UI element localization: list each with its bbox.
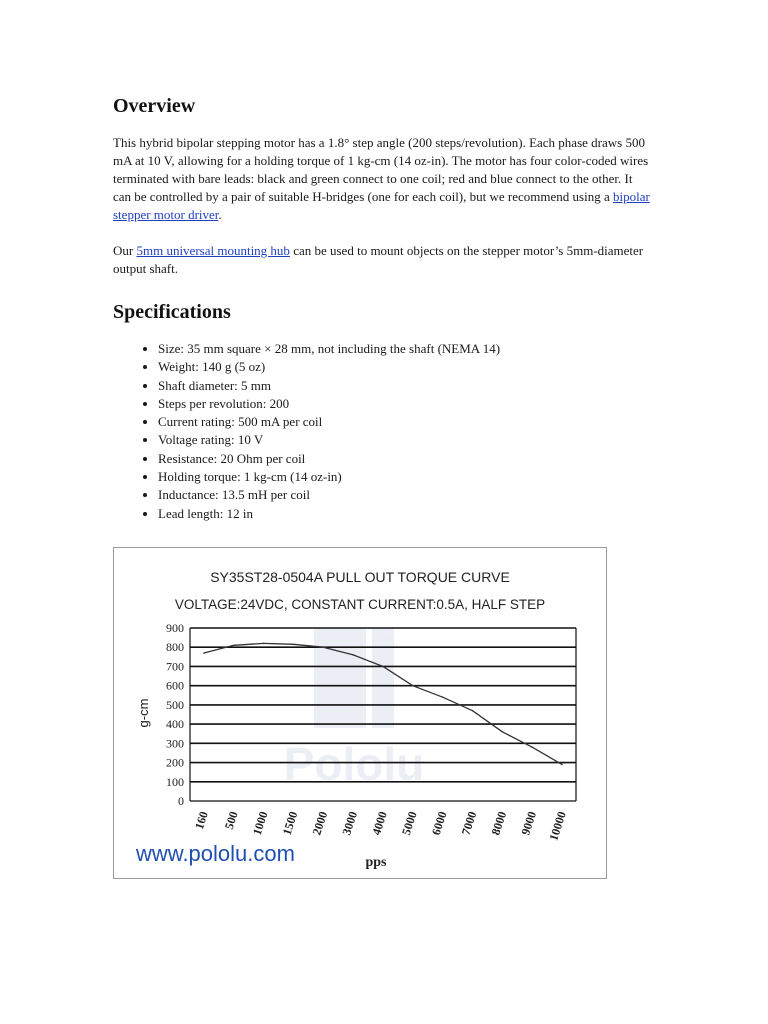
y-tick-label: 300 <box>166 736 184 751</box>
torque-data-point <box>293 644 295 646</box>
specifications-list <box>113 340 653 523</box>
x-tick-label: 7000 <box>458 809 480 837</box>
y-tick-labels <box>166 621 184 808</box>
y-tick-label: 700 <box>166 659 184 674</box>
mounting-hub-link[interactable]: 5mm universal mounting hub <box>136 243 290 258</box>
pololu-url: www.pololu.com <box>136 841 295 866</box>
torque-data-point <box>561 764 563 766</box>
document-body <box>113 92 653 523</box>
x-axis-label: pps <box>365 855 387 870</box>
spec-item: • Resistance: 20 Ohm per coil <box>158 450 653 468</box>
y-axis-label: g-cm <box>136 698 151 728</box>
spec-item: • Current rating: 500 mA per coil <box>158 413 653 431</box>
y-tick-label: 500 <box>166 697 184 712</box>
y-tick-label: 100 <box>166 774 184 789</box>
torque-data-point <box>502 731 504 733</box>
torque-data-point <box>323 646 325 648</box>
overview-paragraph <box>113 134 653 224</box>
spec-item: • Weight: 140 g (5 oz) <box>158 358 653 376</box>
torque-data-point <box>263 643 265 645</box>
x-tick-label: 10000 <box>546 809 569 843</box>
x-tick-label: 3000 <box>339 809 361 837</box>
torque-data-point <box>472 710 474 712</box>
y-tick-label: 400 <box>166 717 184 732</box>
chart-title: SY35ST28-0504A PULL OUT TORQUE CURVE <box>210 569 510 585</box>
y-tick-label: 900 <box>166 621 184 635</box>
y-tick-label: 600 <box>166 678 184 693</box>
x-tick-label: 160 <box>191 809 211 832</box>
x-tick-label: 4000 <box>369 809 390 837</box>
spec-item: • Voltage rating: 10 V <box>158 431 653 449</box>
y-tick-label: 800 <box>166 640 184 655</box>
torque-data-point <box>382 666 384 668</box>
spec-item: • Holding torque: 1 kg-cm (14 oz-in) <box>158 468 653 486</box>
spec-item: • Lead length: 12 in <box>158 505 653 523</box>
spec-item: • Size: 35 mm square × 28 mm, not including the shaft (NEMA 14) <box>158 340 653 358</box>
pololu-watermark <box>284 628 425 790</box>
mounting-hub-paragraph <box>113 242 653 278</box>
watermark-brand: Pololu <box>283 738 425 790</box>
y-tick-label: 200 <box>166 755 184 770</box>
x-tick-label: 1000 <box>249 809 271 837</box>
x-tick-label: 6000 <box>428 809 450 837</box>
x-tick-label: 9000 <box>518 809 540 837</box>
spec-item: • Steps per revolution: 200 <box>158 395 653 413</box>
y-tick-label: 0 <box>178 794 184 808</box>
x-tick-labels <box>192 810 569 843</box>
torque-curve-figure <box>113 547 607 879</box>
watermark-mark <box>372 628 394 728</box>
specifications-heading: Specifications <box>113 301 231 323</box>
chart-subtitle: VOLTAGE:24VDC, CONSTANT CURRENT:0.5A, HALF STEP <box>174 597 546 612</box>
paragraph-text: . <box>218 207 222 222</box>
torque-data-point <box>531 746 533 748</box>
torque-data-point <box>352 654 354 656</box>
spec-item: • Inductance: 13.5 mH per coil <box>158 486 653 504</box>
paragraph-text: can be used to mount objects on the stepper motor’s 5mm-diameter output shaft. <box>113 243 644 276</box>
torque-data-point <box>203 652 205 654</box>
x-tick-label: 5000 <box>398 809 420 837</box>
torque-data-point <box>412 685 414 687</box>
x-tick-label: 2000 <box>309 809 331 837</box>
spec-item: • Shaft diameter: 5 mm <box>158 377 653 395</box>
x-tick-label: 1500 <box>279 809 301 837</box>
x-tick-label: 8000 <box>488 809 510 837</box>
torque-curve-chart <box>114 548 606 878</box>
x-tick-label: 500 <box>221 809 241 832</box>
torque-data-point <box>442 696 444 698</box>
paragraph-text: This hybrid bipolar stepping motor has a 1.8° step angle (200 steps/revolution). Each phase draws 500 mA at 10 V, allowing for a holding torque of 1 kg-cm (14 oz-in). The motor has four color-coded wires terminated with bare leads: black and green connect to one coil; red and blue connect to the other. It can be controlled by a pair of suitable H-bridges (one for each coil), but we recommend using a <box>113 135 649 204</box>
bipolar-driver-link[interactable]: bipolar stepper motor driver <box>113 189 650 222</box>
torque-data-point <box>233 645 235 647</box>
overview-heading: Overview <box>113 95 196 117</box>
watermark-mark <box>314 628 366 728</box>
paragraph-text: Our <box>113 243 137 258</box>
